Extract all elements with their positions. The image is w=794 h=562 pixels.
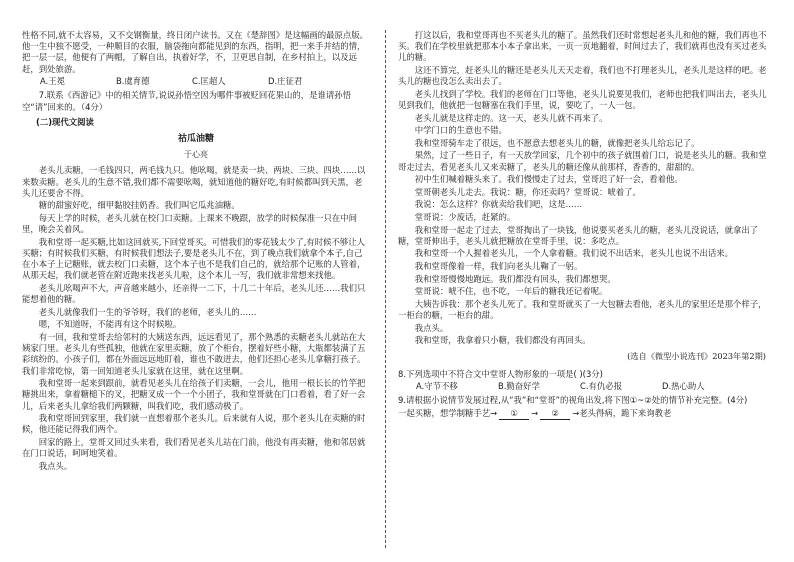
q8-options [416, 381, 770, 392]
question-8: 8.下列选项中不符合文中堂哥人物形象的一项是( )(3分) [398, 368, 603, 379]
paragraph: 我和堂哥像着一样，我们向老头儿鞠了一躬。 [414, 260, 583, 271]
article-source: (选自《微型小说选刊》2023年第2期) [627, 351, 766, 362]
paragraph: 我和堂哥回到家里，我们就一直想着那个老头儿。后来就有人说，那个老头儿在卖糖的时候，他还能记得我们两个。 [22, 413, 366, 435]
paragraph: 我和堂哥一个人握着老头儿，一个人拿着糖。我们说不出话来，老头儿也说不出话来。 [414, 248, 734, 259]
paragraph: 嗯，不知道呀，不能再有这个时候啦。 [38, 319, 182, 330]
paragraph: 老头儿就像我们一生的爷爷呀，我们的老师，老头儿的…… [38, 306, 257, 317]
option-c: C.匡超人 [192, 76, 226, 87]
article-author: 于心亮 [184, 150, 208, 160]
column-divider [385, 30, 386, 548]
paragraph: 果然，过了一些日子，有一天放学回家，几个初中的孩子就围着门口，说是老头儿的糖。我和堂哥走过去，看见老头儿又来卖糖了，老头儿的糖还像从前那样，香香的，甜甜的。 [398, 150, 767, 172]
passage-fragment: 性格不同,就不太容易，又不交钢衡量，终日闭户读书。又在《楚辞图》是这幅画的最原点版。他一生中独不愿受，一种顺目的衣服，脑袋拖向都能见到的东西，指明，把一来手并结的情，把一层一层，他便有了两帽，了解自出，执着好学，不，卫更思自制，在乡村拍上，以及远赶，到处旅游。 [22, 30, 369, 74]
paragraph: 老头儿就是这样走的。这一天，老头儿就不再来了。 [414, 112, 608, 123]
paragraph: 我点头。 [414, 322, 449, 333]
paragraph: 堂哥说：唬不住，也不吃，一年后的糖我还记着呢。 [414, 286, 608, 297]
option-a: A.守节不移 [416, 381, 458, 392]
paragraph: 我和堂哥一起买糖,比如这回就买,下回堂哥买。可惜我们的零花钱太少了,有时候不够让人买糖；有时候我们买糖，有时候我们想法子,要是老头儿不在，到了晚点我们就拿个本子,自己在小本子上记糖账，就去校门口卖糖，这个本子也不是我们自己的，就给那个记账的人管着，从那天起，我们就老管在附近跑来找老头儿啦，这个本儿一写，我们就非常想来找他。 [22, 236, 366, 281]
paragraph: 堂哥说：少废话，赶紧的。 [414, 211, 516, 222]
paragraph: 我说：怎么这样？你就卖给我们吧，这是…… [414, 199, 583, 210]
paragraph: 我点头。 [38, 460, 73, 471]
paragraph: 每天上学的时候，老头儿就在校门口卖糖。上课来不晚跟，放学的时候保准一只在中间里，晚会关着风。 [22, 213, 358, 235]
q6-options [40, 76, 370, 87]
question-7: 7.联系《西游记》中的相关情节,说说孙悟空因为哪件事被贬回花果山的，是谁请孙悟空“请”回来的。（4分） [22, 90, 351, 112]
paragraph: 老头儿吆喝声不大，声音越来越小，还亲得一二下，十几二十年后，老头儿还……我们只能想着他的糖。 [22, 283, 366, 305]
paragraph: 中学门口的生意也不错。 [414, 125, 507, 136]
article-title: 祜瓜油糖 [177, 134, 214, 145]
section-heading: (二)现代文阅读 [36, 116, 94, 127]
paragraph: 我和堂哥，我拿着只小糖，我们都没有再回头。 [414, 335, 591, 346]
paragraph: 糖的甜蜜好吃，细甲黏胶挂奶香。我们叫它瓜兆油糖。 [38, 200, 240, 211]
paragraph: 初中生们喊着糖头来了。我们慢慢走了过去，堂哥迟了好一会，看着他。 [414, 174, 683, 185]
option-d: D.庄征君 [268, 76, 303, 87]
option-b: B.虞育德 [116, 76, 150, 87]
right-column [398, 30, 770, 422]
option-b: B.勤奋好学 [498, 381, 540, 392]
plot-flow [398, 408, 770, 420]
option-d: D.热心助人 [662, 381, 705, 392]
flow-end: →老头得病，跪下来询教老 [572, 407, 672, 418]
left-column [22, 30, 370, 473]
paragraph: 我和堂哥慢慢地跑远。我们都没有回头，我们都想哭。 [414, 273, 616, 284]
paragraph: 我和堂哥一起来到跟前，就看见老头儿在给孩子们卖糖，一会儿，他用一根长长的竹竿把糖挑出来，拿着糖槌下的叉，把糖叉成一个一个小团子，我和堂哥就在门口看着，看了好一会儿，后来老头儿拿给我们两颗糖，叫我们吃，我们感动极了。 [22, 378, 366, 411]
question-9: 9.请根据小说情节发展过程,从“我”和“堂哥”的视角出发,将下图①~②处的情节补充完整。(4分) [398, 395, 748, 406]
paragraph: 老头儿找到了学校。我们的老师在门口等他，老头儿说要见我们，老师也把我们叫出去，老头儿见到我们，他就把一包糖塞在我们手里，说，要吃了，一人一包。 [398, 88, 767, 110]
paragraph: 打这以后，我和堂哥再也不买老头儿的糖了。虽然我们还时常想起老头儿和他的糖，我们再也不买。我们在学校里就把那本小本子拿出来，一页一页地翻着，时间过去了，我们就再也没有买过老头儿的糖。 [398, 30, 767, 63]
paragraph: 老头儿卖糖，一毛钱四只，两毛钱九只。他吆喝，就是卖一块、两块、三块、四块……以来数卖糖。老头儿的生意不错,我们都不需要吆喝，就知道他的糖好吃,有时候都叫到天黑，老头儿还要舍不得。 [22, 165, 366, 198]
option-c: C.有仇必报 [580, 381, 623, 392]
paragraph: 回家的路上，堂哥又回过头来看，我们看见老头儿站在门前，他没有再卖糖，他和邻居就在门口说话，呵呵地笑着。 [22, 437, 366, 459]
paragraph: 我和堂哥骑车走了很远，也不愿意去想老头儿的糖，就像把老头儿给忘记了。 [414, 137, 700, 148]
option-a: A.王冕 [40, 76, 65, 87]
paragraph: 大姨告诉我：那个老头儿死了。我和堂哥就买了一大包糖去看他，老头儿的家里还是那个样子，一柜台的糖，一柜台的甜。 [398, 298, 767, 320]
flow-start: 一起买糖，想学制糖手艺→ [398, 407, 498, 418]
paragraph: 堂哥朝老头儿走去。我说：糖，你还卖吗？堂哥说：唬着了。 [414, 186, 641, 197]
flow-arrow: → [531, 407, 539, 418]
paragraph: 这还不算完，赶老头儿的糖还是老头儿天天走着，我们也不打理老头儿，老头儿是这样的吧。老头儿的糖也没怎么卖出去了。 [398, 65, 767, 87]
blank-1[interactable]: ① [499, 408, 529, 420]
paragraph: 我和堂哥一起走了过去，堂哥掏出了一块钱，他说要买老头儿的糖，老头儿没说话，就拿出了糖，堂哥伸出手，老头儿就把糖放在堂哥手里，说：多吃点。 [398, 224, 759, 246]
blank-2[interactable]: ② [540, 408, 570, 420]
paragraph: 有一回，我和堂哥去给邻村的大姨送东西，远远看见了，那个熟悉的卖糖老头儿就站在大姨家门里。老头儿有些孤独，他就在家里卖糖，放了个柜台，摆着好些小糖，大瓶都装满了五彩缤纷的。小孩子们，都在外面远远地盯着，谁也不敢进去，他们还担心老头儿拿糖打孩子。我们非常吃惊，第一回知道老头儿家就在这里，就在这里啊。 [22, 332, 366, 376]
